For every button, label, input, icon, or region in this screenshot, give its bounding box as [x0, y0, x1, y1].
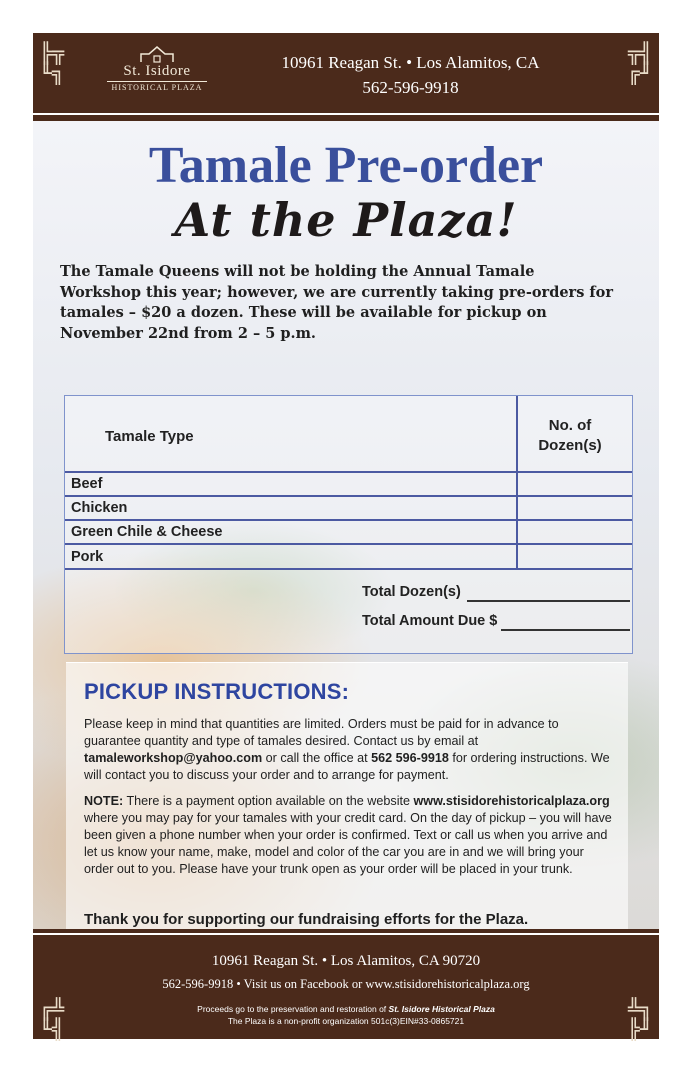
- table-row-divider: [65, 568, 632, 570]
- corner-ornament-icon: ╔╩ ╙╣: [40, 997, 65, 1041]
- pickup-text: or call the office at: [262, 751, 372, 765]
- footer-band: [33, 937, 659, 1039]
- total-amount-field[interactable]: [501, 629, 630, 631]
- table-row-divider: [65, 519, 632, 521]
- footer-plaza-name: St. Isidore Historical Plaza: [388, 1004, 495, 1014]
- main-content: [33, 121, 659, 929]
- pickup-paragraph-2: [84, 793, 614, 878]
- corner-ornament-icon: ╩╗ ╠╜: [627, 997, 652, 1041]
- page-title: Tamale Pre-order: [148, 137, 544, 194]
- corner-ornament-icon: ╦╣ ╔╜: [627, 41, 652, 85]
- total-dozens-label: Total Dozen(s): [362, 584, 461, 600]
- header-address: 10961 Reagan St. • Los Alamitos, CA: [281, 53, 540, 72]
- footer-proceeds: [33, 1004, 659, 1014]
- column-header-dozens-line1: No. of: [548, 417, 592, 434]
- pickup-title: PICKUP INSTRUCTIONS:: [84, 679, 350, 704]
- note-label: NOTE:: [84, 794, 124, 808]
- page-subtitle: At the Plaza!: [174, 193, 518, 247]
- header-phone: 562-596-9918: [362, 78, 459, 97]
- table-row-chicken: Chicken: [71, 500, 128, 516]
- website-link: www.stisidorehistoricalplaza.org: [413, 794, 610, 808]
- logo: [107, 45, 207, 99]
- thank-you-message: Thank you for supporting our fundraising efforts for the Plaza.: [84, 911, 529, 928]
- column-header-type: Tamale Type: [105, 428, 194, 445]
- column-header-dozens: [520, 416, 620, 456]
- footer-proceeds-text: Proceeds go to the preservation and restoration of: [197, 1004, 389, 1014]
- header-band: [33, 33, 659, 113]
- office-phone: 562 596-9918: [371, 751, 449, 765]
- table-header-divider: [65, 471, 632, 473]
- logo-name: St. Isidore: [107, 63, 207, 82]
- footer-contact: 562-596-9918 • Visit us on Facebook or www.stisidorehistoricalplaza.org: [162, 977, 530, 991]
- pickup-paragraph-1: [84, 716, 614, 784]
- total-dozens-field[interactable]: [467, 600, 630, 602]
- footer-nonprofit: The Plaza is a non-profit organization 501c(3)EIN#33-0865721: [227, 1016, 465, 1026]
- pickup-instructions: [66, 662, 628, 929]
- table-row-pork: Pork: [71, 549, 104, 565]
- table-row-divider: [65, 543, 632, 545]
- table-row-divider: [65, 495, 632, 497]
- pickup-text: for ordering instructions. We will contact you to discuss your order and to arrange for payment.: [84, 751, 610, 782]
- pickup-text: where you may pay for your tamales with your credit card. On the day of pickup – you will have been given a phone number when your order is confirmed. Text or call us when you arrive and let us know your name, make, model and color of the car you are in and we will bring your order out to you. Please have your trunk open as your order will be placed in your trunk.: [84, 811, 612, 876]
- table-row-green-chile-cheese: Green Chile & Cheese: [71, 524, 223, 540]
- footer-divider: [33, 933, 659, 935]
- table-row-beef: Beef: [71, 476, 103, 492]
- column-header-dozens-line2: Dozen(s): [538, 437, 602, 454]
- contact-email: tamaleworkshop@yahoo.com: [84, 751, 263, 765]
- corner-ornament-icon: ╠╦ ╙╗: [40, 41, 65, 85]
- logo-house-icon: [137, 45, 177, 63]
- footer-address: 10961 Reagan St. • Los Alamitos, CA 90720: [211, 953, 481, 969]
- pickup-text: Please keep in mind that quantities are limited. Orders must be paid for in advance to guarantee quantity and type of tamales desired. Contact us by email at: [84, 717, 559, 748]
- pickup-text: There is a payment option available on the website: [123, 794, 414, 808]
- flyer: [33, 33, 659, 1039]
- header-stripe: [33, 115, 659, 119]
- logo-subtitle: HISTORICAL PLAZA: [111, 83, 203, 92]
- intro-paragraph: The Tamale Queens will not be holding the Annual Tamale Workshop this year; however, we are currently taking pre-orders for tamales – $20 a dozen. These will be available for pickup on November 22nd from 2 – 5 p.m.: [60, 263, 613, 342]
- total-amount-label: Total Amount Due $: [362, 613, 498, 629]
- order-form-table: [64, 395, 633, 654]
